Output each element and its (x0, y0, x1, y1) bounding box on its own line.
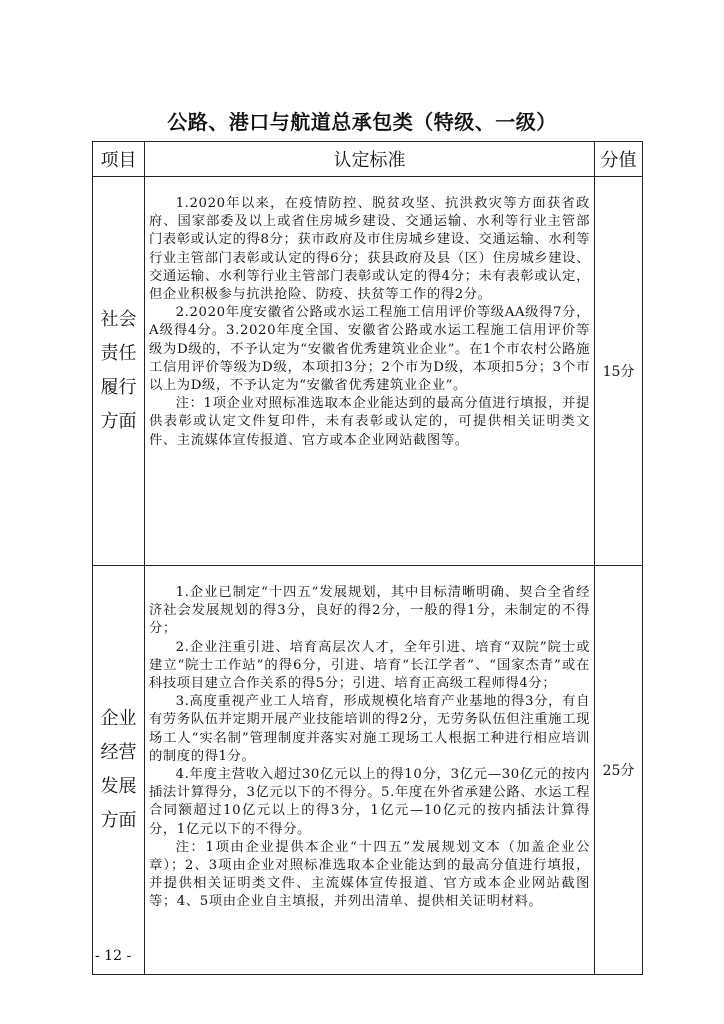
item-line: 责任 (100, 343, 137, 364)
item-line: 方面 (100, 810, 137, 831)
row-item-cell (93, 566, 145, 975)
criteria-paragraph: 4.年度主营收入超过30亿元以上的得10分，3亿元—30亿元的按内插法计算得分，3亿元以下的不得分。5.年度在外省承建公路、水运工程合同额超过10亿元以上的得3分，1亿元—10亿元的按内插法计算得分，1亿元以下的不得分。 (149, 767, 590, 837)
scoring-table (92, 141, 643, 975)
item-line: 社会 (100, 309, 137, 330)
table-row (93, 566, 643, 975)
row-criteria-cell (145, 566, 595, 975)
criteria-paragraph: 1.2020年以来，在疫情防控、脱贫攻坚、抗洪救灾等方面获省政府、国家部委及以上或省住房城乡建设、交通运输、水利等行业主管部门表彰或认定的得8分；获市政府及市住房城乡建设、交通运输、水利等行业主管部门表彰或认定的得6分；获县政府及县（区）住房城乡建设、交通运输、水利等行业主管部门表彰或认定的得4分；未有表彰或认定，但企业积极参与抗洪抢险、防疫、扶贫等工作的得2分。 (149, 196, 590, 303)
item-line: 发展 (100, 776, 137, 797)
table-header-row (93, 142, 643, 177)
header-score: 分值 (595, 142, 643, 177)
row-item-cell (93, 177, 145, 566)
criteria-paragraph: 3.高度重视产业工人培育，形成规模化培育产业基地的得3分，有自有劳务队伍并定期开展产业技能培训的得2分，无劳务队伍但注重施工现场工人“实名制”管理制度并落实对施工现场工人根据工种进行相应培训的制度的得1分。 (149, 694, 590, 764)
item-line: 企业 (100, 708, 137, 729)
table-row (93, 177, 643, 566)
row-criteria-cell (145, 177, 595, 566)
document-title: 公路、港口与航道总承包类（特级、一级） (167, 110, 557, 134)
page-number: - 12 - (95, 948, 132, 964)
criteria-paragraph: 2.企业注重引进、培育高层次人才，全年引进、培育“双院”院士或建立“院士工作站”的得6分，引进、培育“长江学者”、“国家杰青”或在科技项目建立合作关系的得5分；引进、培育正高级工程师得4分； (149, 639, 590, 692)
row-score-cell: 25分 (595, 566, 643, 975)
header-item: 项目 (93, 142, 145, 177)
item-line: 方面 (100, 411, 137, 432)
row-score-cell: 15分 (595, 177, 643, 566)
item-line: 履行 (100, 377, 137, 398)
header-criteria: 认定标准 (145, 142, 595, 177)
criteria-paragraph: 2.2020年度安徽省公路或水运工程施工信用评价等级AA级得7分，A级得4分。3.2020年度全国、安徽省公路或水运工程施工信用评价等级为D级的，不予认定为“安徽省优秀建筑业企业”。在1个市农村公路施工信用评价等级为D级，本项扣3分；2个市为D级，本项扣5分；3个市以上为D级，不予认定为“安徽省优秀建筑业企业”。 (149, 305, 590, 394)
criteria-paragraph: 注：1项企业对照标准选取本企业能达到的最高分值进行填报，并提供表彰或认定文件复印件，未有表彰或认定的，可提供相关证明类文件、主流媒体宣传报道、官方或本企业网站截图等。 (149, 396, 590, 448)
criteria-paragraph: 1.企业已制定“十四五”发展规划，其中目标清晰明确、契合全省经济社会发展规划的得3分，良好的得2分，一般的得1分，未制定的不得分； (149, 585, 590, 637)
criteria-paragraph: 注：1项由企业提供本企业“十四五”发展规划文本（加盖企业公章）；2、3项由企业对照标准选取本企业能达到的最高分值进行填报，并提供相关证明类文件、主流媒体宣传报道、官方或本企业网站截图等；4、5项由企业自主填报，并列出清单、提供相关证明材料。 (149, 839, 590, 910)
item-line: 经营 (100, 742, 137, 763)
